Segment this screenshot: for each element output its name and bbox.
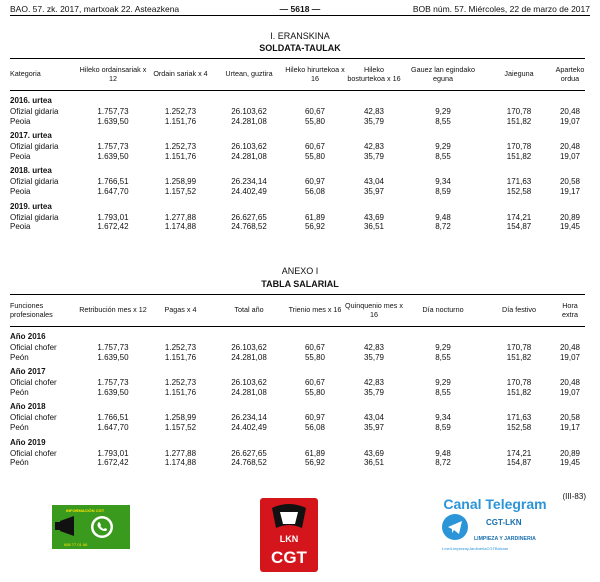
category-cell: Peón bbox=[10, 422, 29, 432]
whatsapp-logo-top-text: INFORMACIÓN CGT bbox=[66, 508, 105, 513]
table-row bbox=[10, 413, 585, 423]
column-header: Pagas x 4 bbox=[148, 295, 213, 327]
value-cell: 1.793,01 bbox=[97, 448, 129, 458]
category-cell: Oficial chofer bbox=[10, 378, 57, 388]
value-cell: 56,08 bbox=[304, 186, 326, 196]
value-cell: 1.647,70 bbox=[97, 186, 129, 196]
category-cell: Oficial chofer bbox=[10, 413, 57, 423]
value-cell: 1.757,73 bbox=[97, 142, 129, 152]
cgt-union-logo bbox=[258, 498, 320, 572]
es-section-subtitle: TABLA SALARIAL bbox=[261, 279, 339, 289]
value-cell: 43,04 bbox=[363, 413, 385, 423]
header-left: BAO. 57. zk. 2017, martxoak 22. Asteazkena bbox=[10, 4, 180, 14]
value-cell: 55,80 bbox=[304, 151, 326, 161]
value-cell: 60,67 bbox=[304, 142, 326, 152]
year-label: Año 2018 bbox=[10, 402, 46, 412]
value-cell: 174,21 bbox=[506, 448, 532, 458]
value-cell: 43,69 bbox=[363, 212, 385, 222]
value-cell: 152,58 bbox=[506, 422, 532, 432]
value-cell: 60,97 bbox=[304, 177, 326, 187]
category-cell: Peoia bbox=[10, 222, 31, 232]
telegram-icon bbox=[442, 514, 468, 540]
value-cell: 20,48 bbox=[559, 343, 581, 352]
table-row bbox=[10, 107, 585, 117]
value-cell: 35,79 bbox=[363, 151, 385, 161]
column-header: Quinquenio mes x 16 bbox=[345, 295, 403, 327]
value-cell: 42,83 bbox=[363, 107, 385, 116]
value-cell: 1.672,42 bbox=[97, 222, 129, 232]
column-header: Funciones profesionales bbox=[10, 295, 78, 327]
column-header: Gauez lan egindako eguna bbox=[403, 59, 483, 91]
eu-salary-table bbox=[10, 58, 585, 232]
value-cell: 60,67 bbox=[304, 343, 326, 352]
value-cell: 171,63 bbox=[506, 413, 532, 423]
value-cell: 56,08 bbox=[304, 422, 326, 432]
value-cell: 19,17 bbox=[559, 422, 581, 432]
telegram-title: Canal Telegram bbox=[443, 496, 547, 512]
value-cell: 174,21 bbox=[506, 212, 532, 222]
category-cell: Peoia bbox=[10, 186, 31, 196]
value-cell: 20,89 bbox=[559, 448, 581, 458]
column-header: Total año bbox=[213, 295, 285, 327]
telegram-channel-logo bbox=[430, 496, 560, 578]
column-header: Jaieguna bbox=[483, 59, 555, 91]
value-cell: 20,48 bbox=[559, 142, 581, 152]
value-cell: 24.402,49 bbox=[231, 186, 267, 196]
value-cell: 1.174,88 bbox=[164, 222, 197, 232]
value-cell: 35,79 bbox=[363, 116, 385, 126]
category-cell: Peoia bbox=[10, 116, 31, 126]
value-cell: 1.639,50 bbox=[97, 352, 129, 362]
table-header-row bbox=[10, 59, 585, 91]
year-row bbox=[10, 161, 585, 177]
value-cell: 24.281,08 bbox=[231, 352, 267, 362]
value-cell: 55,80 bbox=[304, 387, 326, 397]
value-cell: 36,51 bbox=[363, 222, 385, 232]
value-cell: 24.281,08 bbox=[231, 116, 267, 126]
value-cell: 26.103,62 bbox=[231, 378, 267, 388]
table-row bbox=[10, 222, 585, 232]
value-cell: 1.258,99 bbox=[164, 177, 197, 187]
value-cell: 8,55 bbox=[435, 116, 451, 126]
value-cell: 35,79 bbox=[363, 352, 385, 362]
value-cell: 151,82 bbox=[506, 387, 532, 397]
value-cell: 20,89 bbox=[559, 212, 581, 222]
header-page-number: — 5618 — bbox=[279, 4, 321, 14]
value-cell: 60,67 bbox=[304, 378, 326, 388]
value-cell: 9,29 bbox=[435, 343, 451, 352]
value-cell: 24.402,49 bbox=[231, 422, 267, 432]
value-cell: 1.766,51 bbox=[97, 177, 129, 187]
value-cell: 151,82 bbox=[506, 352, 532, 362]
value-cell: 20,58 bbox=[559, 177, 581, 187]
value-cell: 1.252,73 bbox=[164, 142, 197, 152]
value-cell: 8,72 bbox=[435, 458, 451, 468]
value-cell: 9,29 bbox=[435, 378, 451, 388]
value-cell: 24.281,08 bbox=[231, 151, 267, 161]
value-cell: 19,07 bbox=[559, 116, 581, 126]
value-cell: 35,79 bbox=[363, 387, 385, 397]
value-cell: 152,58 bbox=[506, 186, 532, 196]
category-cell: Peón bbox=[10, 387, 29, 397]
value-cell: 8,55 bbox=[435, 151, 451, 161]
value-cell: 19,07 bbox=[559, 387, 581, 397]
value-cell: 1.252,73 bbox=[164, 378, 197, 388]
year-row bbox=[10, 327, 585, 344]
value-cell: 1.252,73 bbox=[164, 343, 197, 352]
category-cell: Peón bbox=[10, 458, 29, 468]
year-row bbox=[10, 362, 585, 378]
table-row bbox=[10, 152, 585, 162]
value-cell: 1.766,51 bbox=[97, 413, 129, 423]
value-cell: 24.768,52 bbox=[231, 458, 267, 468]
value-cell: 1.757,73 bbox=[97, 107, 129, 116]
value-cell: 9,34 bbox=[435, 177, 451, 187]
value-cell: 56,92 bbox=[304, 458, 326, 468]
value-cell: 1.252,73 bbox=[164, 107, 197, 116]
value-cell: 36,51 bbox=[363, 458, 385, 468]
value-cell: 1.157,52 bbox=[164, 422, 197, 432]
table-row bbox=[10, 213, 585, 223]
column-header: Aparteko ordua bbox=[555, 59, 585, 91]
value-cell: 1.639,50 bbox=[97, 151, 129, 161]
value-cell: 1.672,42 bbox=[97, 458, 129, 468]
table-row bbox=[10, 449, 585, 459]
value-cell: 20,48 bbox=[559, 107, 581, 116]
table-row bbox=[10, 423, 585, 433]
year-row bbox=[10, 433, 585, 449]
column-header: Urtean, guztira bbox=[213, 59, 285, 91]
value-cell: 1.277,88 bbox=[164, 448, 197, 458]
year-row bbox=[10, 397, 585, 413]
table-row bbox=[10, 187, 585, 197]
whatsapp-logo-phone: 688 77 01 66 bbox=[64, 542, 88, 547]
value-cell: 1.258,99 bbox=[164, 413, 197, 423]
value-cell: 26.627,65 bbox=[231, 448, 267, 458]
category-cell: Ofizial gidaria bbox=[10, 107, 59, 116]
value-cell: 8,55 bbox=[435, 387, 451, 397]
value-cell: 35,97 bbox=[363, 422, 385, 432]
whatsapp-info-logo bbox=[52, 505, 130, 549]
value-cell: 26.627,65 bbox=[231, 212, 267, 222]
value-cell: 154,87 bbox=[506, 222, 532, 232]
category-cell: Ofizial gidaria bbox=[10, 212, 59, 222]
category-cell: Peón bbox=[10, 352, 29, 362]
column-header: Retribución mes x 12 bbox=[78, 295, 148, 327]
column-header: Hora extra bbox=[555, 295, 585, 327]
value-cell: 1.277,88 bbox=[164, 212, 197, 222]
value-cell: 60,67 bbox=[304, 107, 326, 116]
value-cell: 8,55 bbox=[435, 352, 451, 362]
header-rule bbox=[10, 15, 590, 16]
table-row bbox=[10, 117, 585, 127]
value-cell: 20,58 bbox=[559, 413, 581, 423]
value-cell: 151,82 bbox=[506, 116, 532, 126]
year-label: 2017. urtea bbox=[10, 131, 52, 141]
page-header bbox=[10, 2, 590, 16]
value-cell: 1.793,01 bbox=[97, 212, 129, 222]
column-header: Hileko ordainsariak x 12 bbox=[78, 59, 148, 91]
year-label: Año 2019 bbox=[10, 437, 46, 447]
value-cell: 1.151,76 bbox=[164, 352, 197, 362]
category-cell: Ofizial gidaria bbox=[10, 142, 59, 152]
telegram-channel-sub: LIMPIEZA Y JARDINERIA bbox=[474, 536, 536, 542]
year-label: 2019. urtea bbox=[10, 201, 52, 211]
year-label: 2016. urtea bbox=[10, 96, 52, 105]
value-cell: 1.647,70 bbox=[97, 422, 129, 432]
column-header: Día nocturno bbox=[403, 295, 483, 327]
value-cell: 19,07 bbox=[559, 352, 581, 362]
value-cell: 61,89 bbox=[304, 212, 326, 222]
value-cell: 170,78 bbox=[506, 378, 532, 388]
table-row bbox=[10, 353, 585, 363]
year-row bbox=[10, 91, 585, 108]
es-section-title: ANEXO I bbox=[281, 266, 319, 276]
cgt-logo-bottom-text: CGT bbox=[271, 548, 307, 567]
value-cell: 43,04 bbox=[363, 177, 385, 187]
value-cell: 26.103,62 bbox=[231, 107, 267, 116]
eu-section-subtitle: SOLDATA-TAULAK bbox=[259, 43, 341, 53]
value-cell: 42,83 bbox=[363, 343, 385, 352]
value-cell: 1.151,76 bbox=[164, 116, 197, 126]
column-header: Trienio mes x 16 bbox=[285, 295, 345, 327]
reference-code: (III-83) bbox=[562, 492, 586, 501]
value-cell: 8,72 bbox=[435, 222, 451, 232]
es-salary-table bbox=[10, 294, 585, 468]
telegram-url: t.me/LimpiezayJardineriaCGTBizkaia bbox=[442, 546, 508, 551]
value-cell: 60,97 bbox=[304, 413, 326, 423]
value-cell: 9,29 bbox=[435, 142, 451, 152]
value-cell: 1.757,73 bbox=[97, 343, 129, 352]
value-cell: 1.757,73 bbox=[97, 378, 129, 388]
value-cell: 151,82 bbox=[506, 151, 532, 161]
value-cell: 171,63 bbox=[506, 177, 532, 187]
value-cell: 1.174,88 bbox=[164, 458, 197, 468]
column-header: Día festivo bbox=[483, 295, 555, 327]
value-cell: 170,78 bbox=[506, 142, 532, 152]
value-cell: 170,78 bbox=[506, 343, 532, 352]
value-cell: 26.103,62 bbox=[231, 343, 267, 352]
year-label: Año 2016 bbox=[10, 332, 46, 341]
table-row bbox=[10, 177, 585, 187]
value-cell: 26.234,14 bbox=[231, 177, 267, 187]
value-cell: 19,07 bbox=[559, 151, 581, 161]
value-cell: 9,29 bbox=[435, 107, 451, 116]
column-header: Ordain sariak x 4 bbox=[148, 59, 213, 91]
value-cell: 55,80 bbox=[304, 352, 326, 362]
year-label: Año 2017 bbox=[10, 367, 46, 377]
value-cell: 56,92 bbox=[304, 222, 326, 232]
value-cell: 26.103,62 bbox=[231, 142, 267, 152]
value-cell: 35,97 bbox=[363, 186, 385, 196]
value-cell: 19,17 bbox=[559, 186, 581, 196]
value-cell: 42,83 bbox=[363, 142, 385, 152]
table-row bbox=[10, 378, 585, 388]
category-cell: Oficial chofer bbox=[10, 343, 57, 352]
category-cell: Peoia bbox=[10, 151, 31, 161]
table-row bbox=[10, 343, 585, 353]
value-cell: 61,89 bbox=[304, 448, 326, 458]
value-cell: 55,80 bbox=[304, 116, 326, 126]
value-cell: 1.151,76 bbox=[164, 151, 197, 161]
value-cell: 19,45 bbox=[559, 222, 581, 232]
value-cell: 154,87 bbox=[506, 458, 532, 468]
column-header: Kategoria bbox=[10, 59, 78, 91]
header-right: BOB núm. 57. Miércoles, 22 de marzo de 2017 bbox=[412, 4, 590, 14]
value-cell: 24.281,08 bbox=[231, 387, 267, 397]
category-cell: Ofizial gidaria bbox=[10, 177, 59, 187]
eu-section-title: I. ERANSKINA bbox=[270, 31, 330, 41]
value-cell: 9,48 bbox=[435, 448, 451, 458]
value-cell: 1.639,50 bbox=[97, 116, 129, 126]
value-cell: 1.151,76 bbox=[164, 387, 197, 397]
category-cell: Oficial chofer bbox=[10, 448, 57, 458]
value-cell: 9,34 bbox=[435, 413, 451, 423]
value-cell: 24.768,52 bbox=[231, 222, 267, 232]
column-header: Hileko bosturtekoa x 16 bbox=[345, 59, 403, 91]
value-cell: 19,45 bbox=[559, 458, 581, 468]
value-cell: 8,59 bbox=[435, 186, 451, 196]
value-cell: 1.639,50 bbox=[97, 387, 129, 397]
table-row bbox=[10, 458, 585, 468]
value-cell: 170,78 bbox=[506, 107, 532, 116]
value-cell: 43,69 bbox=[363, 448, 385, 458]
telegram-channel-name: CGT-LKN bbox=[486, 518, 522, 527]
year-row bbox=[10, 126, 585, 142]
value-cell: 20,48 bbox=[559, 378, 581, 388]
year-label: 2018. urtea bbox=[10, 166, 52, 176]
table-row bbox=[10, 388, 585, 398]
column-header: Hileko hirurtekoa x 16 bbox=[285, 59, 345, 91]
value-cell: 1.157,52 bbox=[164, 186, 197, 196]
table-header-row bbox=[10, 295, 585, 327]
table-row bbox=[10, 142, 585, 152]
cgt-logo-top-text: LKN bbox=[279, 534, 299, 544]
value-cell: 8,59 bbox=[435, 422, 451, 432]
year-row bbox=[10, 197, 585, 213]
value-cell: 42,83 bbox=[363, 378, 385, 388]
value-cell: 9,48 bbox=[435, 212, 451, 222]
value-cell: 26.234,14 bbox=[231, 413, 267, 423]
